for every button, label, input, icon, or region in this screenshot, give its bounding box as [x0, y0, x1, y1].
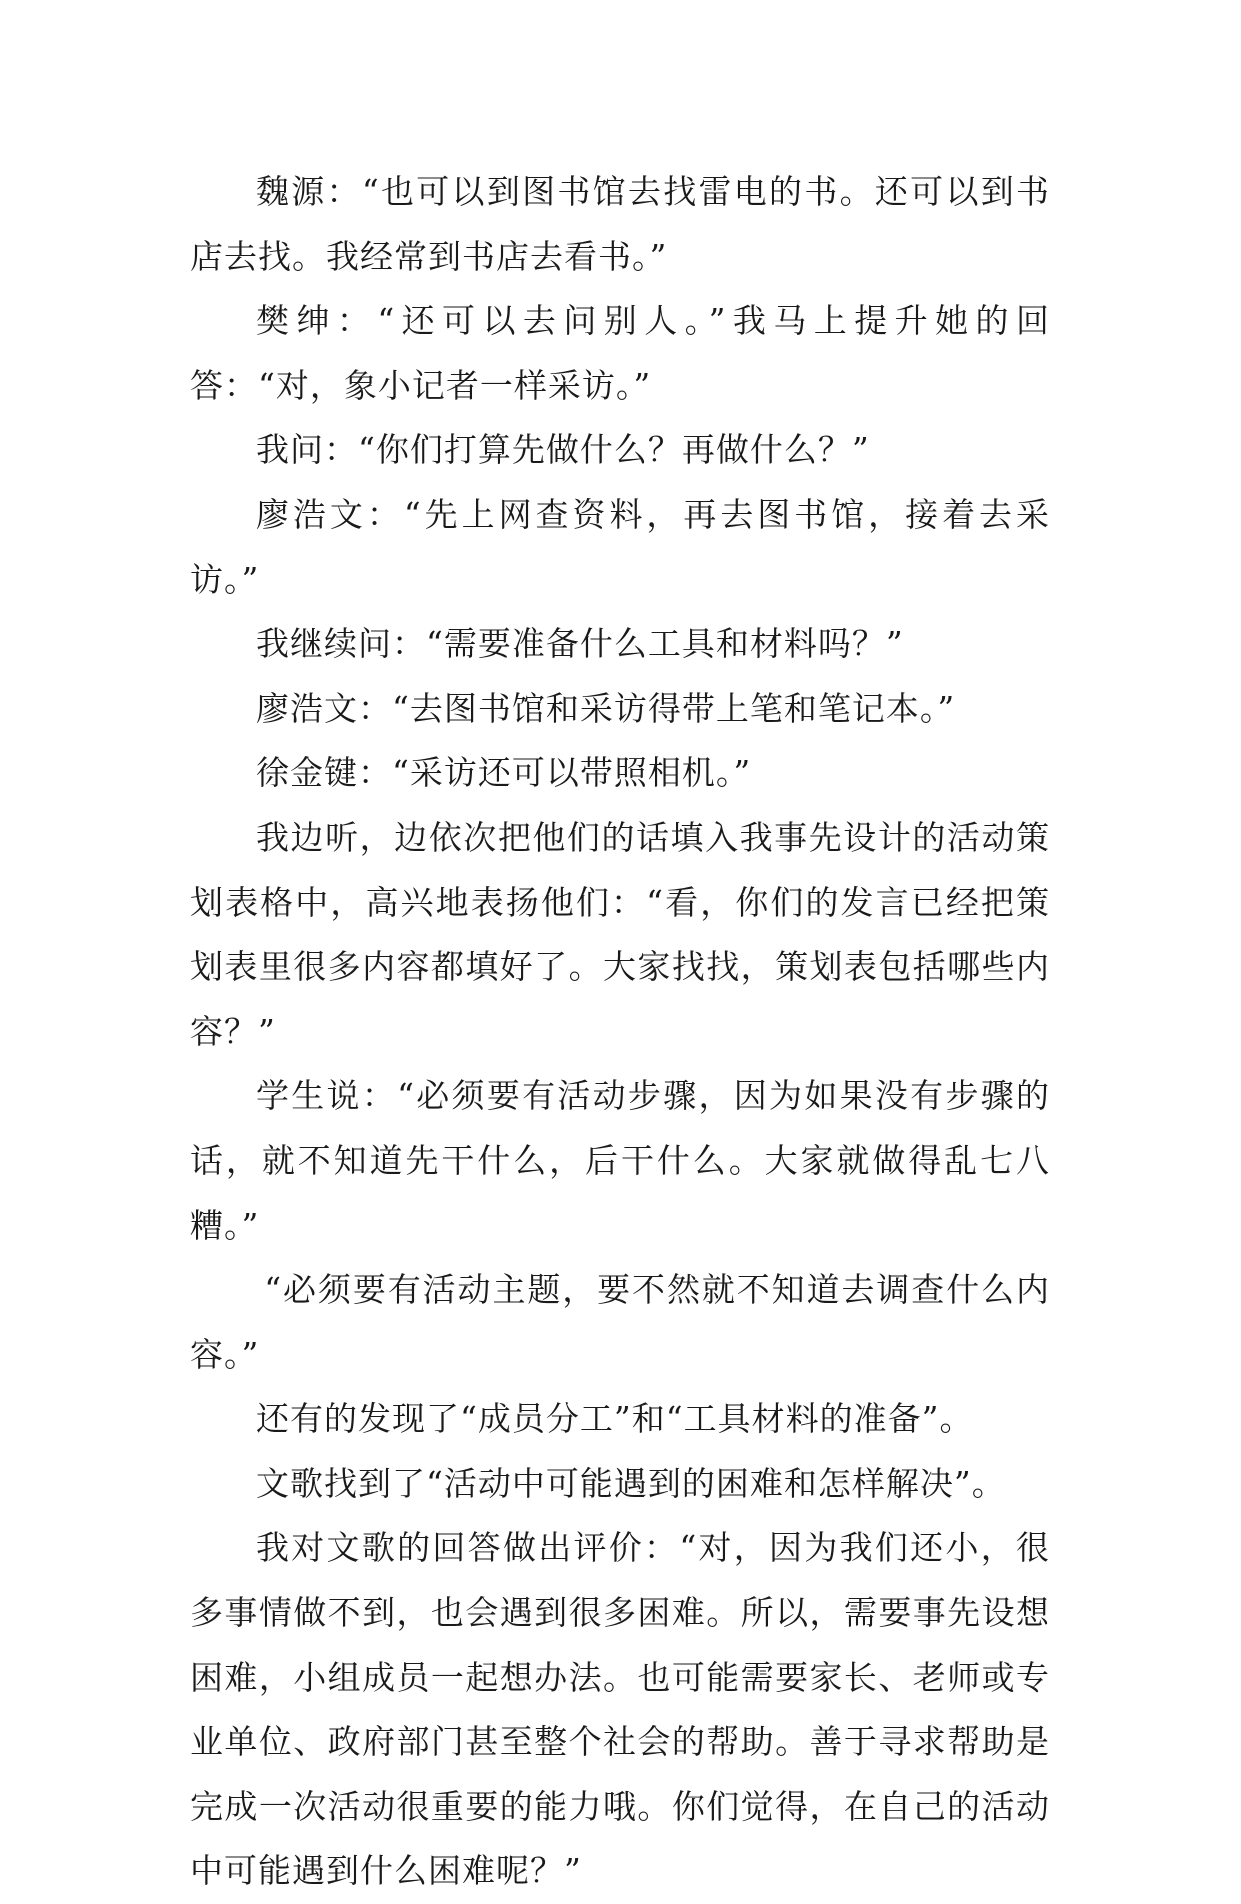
paragraph: 还有的发现了“成员分工”和“工具材料的准备”。 — [256, 1399, 974, 1439]
document-body — [190, 160, 1050, 1904]
paragraph: 廖浩文：“先上网查资料，再去图书馆，接着去采访。” — [190, 494, 1050, 599]
paragraph: 魏源：“也可以到图书馆去找雷电的书。还可以到书店去找。我经常到书店去看书。” — [190, 172, 1050, 276]
paragraph: 我边听，边依次把他们的话填入我事先设计的活动策划表格中，高兴地表扬他们：“看，你们的发言已经把策划表里很多内容都填好了。大家找找，策划表包括哪些内容？” — [190, 817, 1050, 1051]
paragraph: 我问：“你们打算先做什么？再做什么？” — [256, 430, 870, 470]
paragraph: 廖浩文：“去图书馆和采访得带上笔和笔记本。” — [256, 688, 956, 728]
paragraph: 我对文歌的回答做出评价：“对，因为我们还小，很多事情做不到，也会遇到很多困难。所以，需要事先设想困难，小组成员一起想办法。也可能需要家长、老师或专业单位、政府部门甚至整个社会的帮助。善于寻求帮助是完成一次活动很重要的能力哦。你们觉得，在自己的活动中可能遇到什么困难呢？” — [190, 1528, 1050, 1891]
paragraph: “必须要有活动主题，要不然就不知道去调查什么内容。” — [190, 1270, 1050, 1374]
paragraph: 我继续问：“需要准备什么工具和材料吗？” — [256, 624, 904, 664]
paragraph: 文歌找到了“活动中可能遇到的困难和怎样解决”。 — [256, 1463, 1006, 1503]
paragraph: 学生说：“必须要有活动步骤，因为如果没有步骤的话，就不知道先干什么，后干什么。大家就做得乱七八糟。” — [190, 1076, 1050, 1245]
paragraph: 徐金键：“采访还可以带照相机。” — [256, 753, 752, 793]
paragraph: 樊绅：“还可以去问别人。”我马上提升她的回答：“对，象小记者一样采访。” — [190, 301, 1050, 405]
